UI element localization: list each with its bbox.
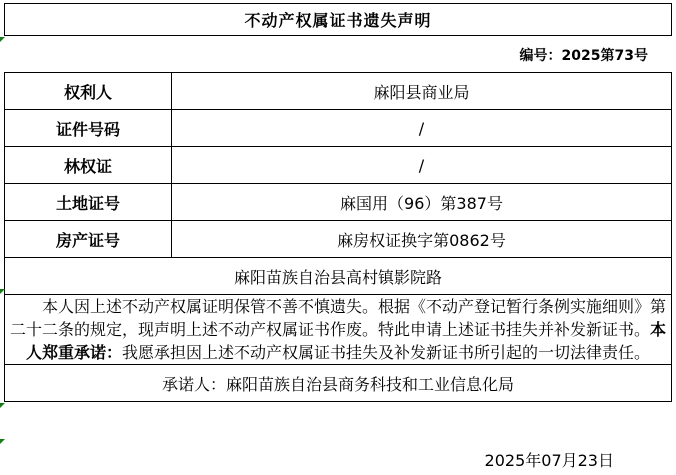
cell-marker-icon xyxy=(0,403,5,408)
table-row xyxy=(5,110,672,147)
declaration-date: 2025年07月23日 xyxy=(484,451,614,470)
table-row xyxy=(5,295,672,365)
cell-marker-icon xyxy=(0,37,5,42)
statement-commitment-label: 本人郑重承诺： xyxy=(25,320,667,362)
row-label-id-number: 证件号码 xyxy=(5,110,172,147)
page-title: 不动产权属证书遗失声明 xyxy=(4,3,672,36)
statement-text-2: 我愿承担因上述不动产权属证书挂失及补发新证书所引起的一切法律责任。 xyxy=(122,343,651,362)
table-row xyxy=(5,73,672,110)
cell-marker-icon xyxy=(0,439,5,444)
signer-cell: 承诺人：麻阳苗族自治县商务科技和工业信息化局 xyxy=(5,365,672,402)
row-label-owner: 权利人 xyxy=(5,73,172,110)
row-label-property-cert: 房产证号 xyxy=(5,221,172,258)
table-row xyxy=(5,365,672,402)
table-row xyxy=(5,147,672,184)
table-row xyxy=(5,184,672,221)
row-value-owner: 麻阳县商业局 xyxy=(172,73,672,110)
row-label-forest-cert: 林权证 xyxy=(5,147,172,184)
table-row xyxy=(5,258,672,295)
statement-text-1: 本人因上述不动产权属证明保管不善不慎遗失。根据《不动产登记暂行条例实施细则》第二十二条的规定，现声明上述不动产权属证书作废。特此申请上述证书挂失并补发新证书。 xyxy=(9,297,666,339)
cell-marker-icon xyxy=(0,289,5,294)
row-label-land-cert: 土地证号 xyxy=(5,184,172,221)
row-value-land-cert: 麻国用（96）第387号 xyxy=(172,184,672,221)
document-number: 编号：2025第73号 xyxy=(519,48,648,64)
row-value-forest-cert: / xyxy=(172,147,672,184)
address-cell: 麻阳苗族自治县高村镇影院路 xyxy=(5,258,672,295)
statement-paragraph xyxy=(5,295,672,365)
row-value-id-number: / xyxy=(172,110,672,147)
row-value-property-cert: 麻房权证换字第0862号 xyxy=(172,221,672,258)
declaration-table xyxy=(4,72,672,402)
table-row xyxy=(5,221,672,258)
